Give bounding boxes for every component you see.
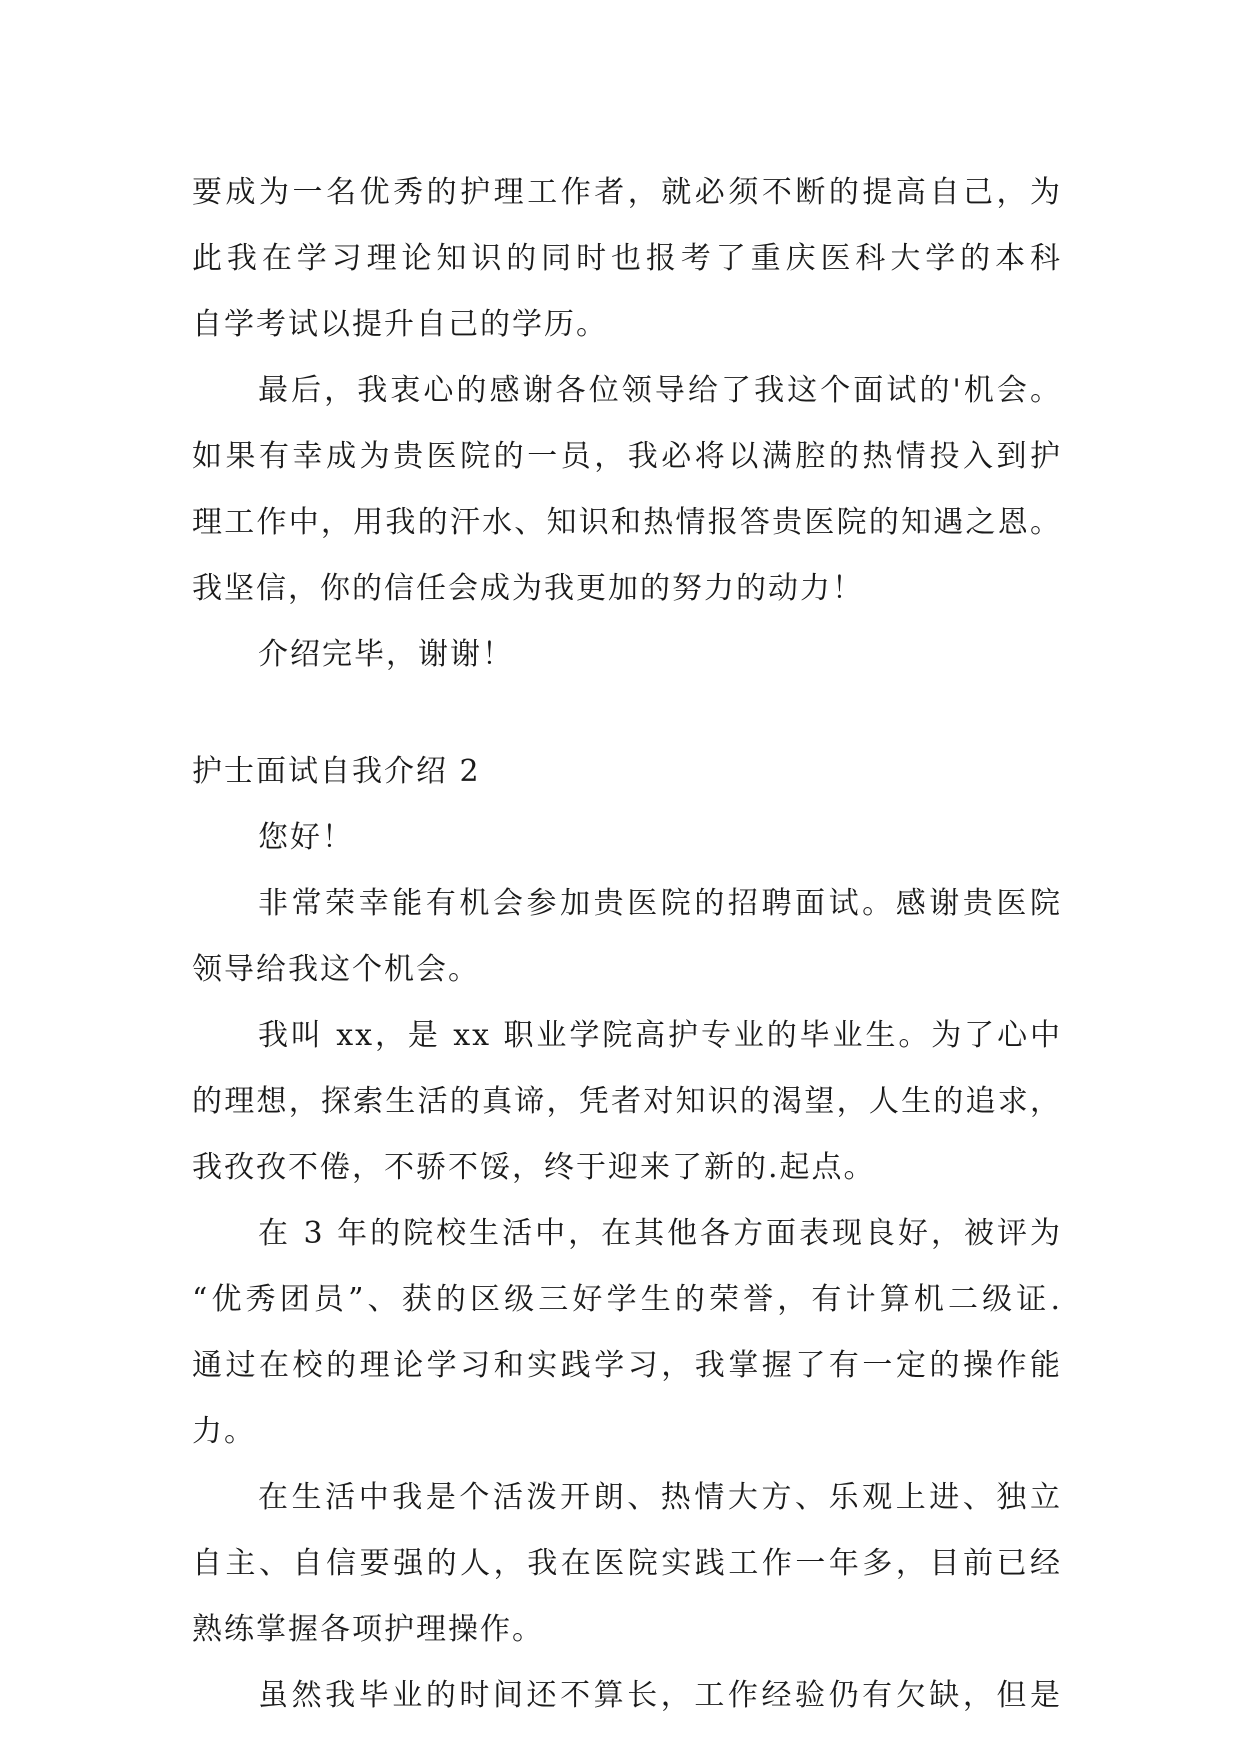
text-line: “优秀团员”、获的区级三好学生的荣誉，有计算机二级证. <box>192 1282 1062 1317</box>
text-line: 力。 <box>192 1414 256 1449</box>
text-line: 最后，我衷心的感谢各位领导给了我这个面试的'机会。 <box>258 373 1062 408</box>
document-page <box>192 160 1062 1729</box>
text-line: 要成为一名优秀的护理工作者，就必须不断的提高自己，为 <box>192 175 1062 210</box>
text-line: 我叫 xx，是 xx 职业学院高护专业的毕业生。为了心中 <box>258 1018 1062 1053</box>
text-line: 我孜孜不倦，不骄不馁，终于迎来了新的.起点。 <box>192 1150 876 1185</box>
text-line: 非常荣幸能有机会参加贵医院的招聘面试。感谢贵医院 <box>258 886 1062 921</box>
text-line: 如果有幸成为贵医院的一员，我必将以满腔的热情投入到护 <box>192 439 1062 474</box>
text-line: 熟练掌握各项护理操作。 <box>192 1612 544 1647</box>
text-line: 我坚信，你的信任会成为我更加的努力的动力！ <box>192 571 864 606</box>
text-line: 介绍完毕，谢谢！ <box>258 637 514 672</box>
text-line: 通过在校的理论学习和实践学习，我掌握了有一定的操作能 <box>192 1348 1062 1383</box>
text-line: 自学考试以提升自己的学历。 <box>192 307 608 342</box>
section-gap <box>192 688 1062 739</box>
text-line: 自主、自信要强的人，我在医院实践工作一年多，目前已经 <box>192 1546 1062 1581</box>
text-line: 您好！ <box>258 820 354 855</box>
section-heading: 护士面试自我介绍 2 <box>192 754 481 789</box>
text-line: 在 3 年的院校生活中，在其他各方面表现良好，被评为 <box>258 1216 1062 1251</box>
text-line: 在生活中我是个活泼开朗、热情大方、乐观上进、独立 <box>258 1480 1062 1515</box>
text-line: 理工作中，用我的汗水、知识和热情报答贵医院的知遇之恩。 <box>192 505 1062 540</box>
text-line: 的理想，探索生活的真谛，凭者对知识的渴望，人生的追求， <box>192 1084 1062 1119</box>
text-line: 虽然我毕业的时间还不算长，工作经验仍有欠缺，但是 <box>258 1678 1062 1713</box>
text-line: 领导给我这个机会。 <box>192 952 480 987</box>
text-line: 此我在学习理论知识的同时也报考了重庆医科大学的本科 <box>192 241 1062 276</box>
